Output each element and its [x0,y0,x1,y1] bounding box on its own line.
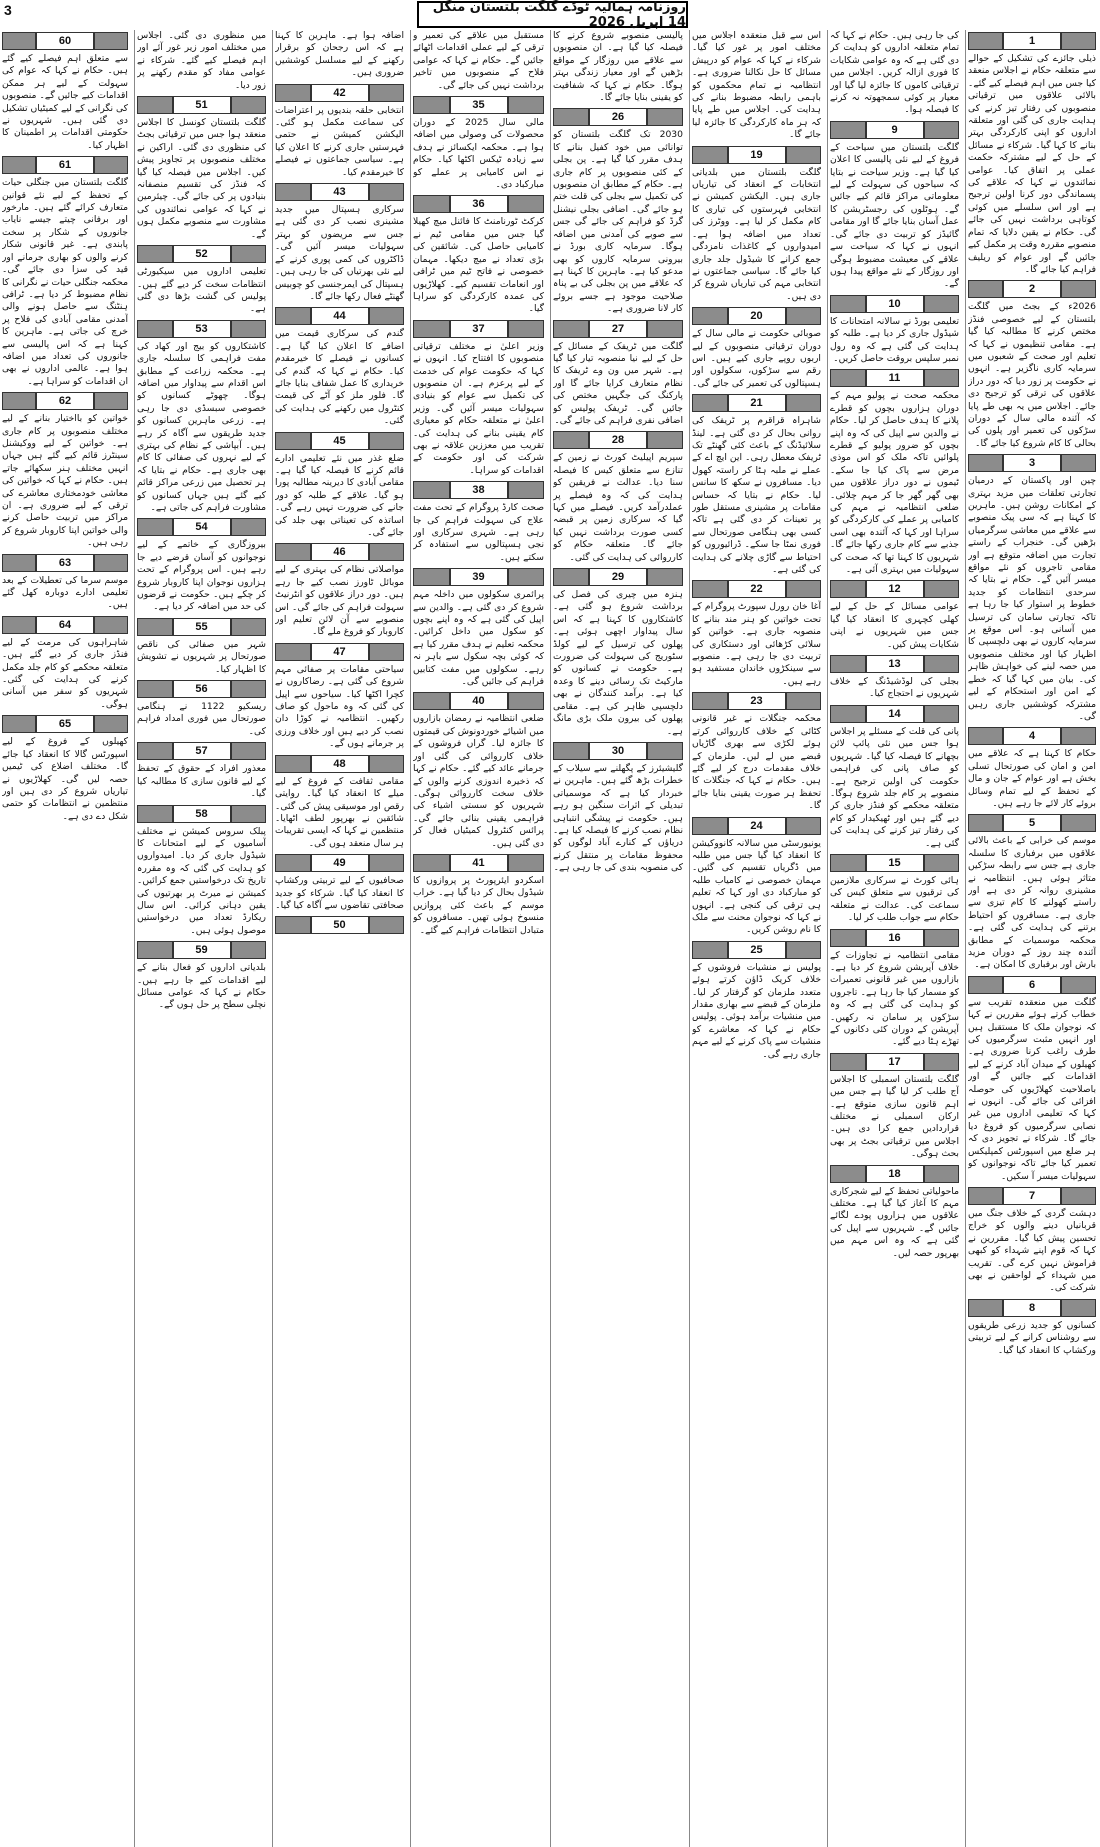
item-number-bar [413,96,544,114]
article-text: پالیسی منصوبے شروع کرنے کا فیصلہ کیا گیا ہے۔ ان منصوبوں سے علاقے میں روزگار کے مواقع بڑھیں گے اور معیار زندگی بہتر ہوگا۔ حکام نے کہا کہ شفافیت کو یقینی بنایا جائے گا۔ [553,30,683,104]
article-text: خواتین کو بااختیار بنانے کے لیے مختلف منصوبوں پر کام جاری ہے۔ خواتین کے لیے ووکیشنل سینٹرز قائم کیے گئے ہیں جہاں انہیں مختلف ہنر سکھائے جاتے ہیں۔ حکام نے کہا کہ خواتین کی معاشی خودمختاری معاشرے کی ترقی کے لیے ضروری ہے۔ ان مراکز میں تربیت حاصل کرنے والی خواتین اپنا کاروبار شروع کر رہی ہیں۔ [2,413,128,549]
item-number-bar [830,1165,959,1183]
column-rule [965,30,966,1847]
news-item [137,941,266,1012]
news-item [2,715,128,823]
news-item [830,1165,959,1260]
article-text: موسم سرما کی تعطیلات کے بعد تعلیمی ادارے دوبارہ کھل گئے ہیں۔ [2,574,128,611]
news-item [413,481,544,564]
item-number-bar [830,580,959,598]
item-number: 5 [1003,814,1061,832]
news-item [275,543,404,638]
article-text: 2030 تک گلگت بلتستان کو توانائی میں خود کفیل بنانے کا ہدف مقرر کیا گیا ہے۔ پن بجلی کے کئی منصوبوں پر کام جاری ہے۔ حکام کے مطابق ان منصوبوں کی تکمیل سے بجلی کی قلت ختم ہو جائے گی۔ اضافی بجلی نیشنل گرڈ کو فراہم کی جائے گی جس سے صوبے کی آمدنی میں اضافہ ہوگا۔ سرمایہ کاری بورڈ نے بیرونی سرمایہ کاروں کو بھی مدعو کیا ہے۔ ماہرین کا کہنا ہے کہ علاقے میں پن بجلی کی بے پناہ صلاحیت موجود ہے جسے بروئے کار لانا ضروری ہے۔ [553,129,683,315]
news-item [553,320,683,428]
item-number-bar [137,518,266,536]
article-text: کھیلوں کے فروغ کے لیے اسپورٹس گالا کا انعقاد کیا جائے گا۔ مختلف اضلاع کی ٹیمیں حصہ لیں گی۔ کھلاڑیوں نے تیاریاں شروع کر دی ہیں اور منتظمین نے انتظامات کو حتمی شکل دے دی ہے۔ [2,736,128,822]
news-item [413,320,544,477]
item-number: 2 [1003,280,1061,298]
article-text: بیروزگاری کے خاتمے کے لیے نوجوانوں کو آسان قرضے دیے جا رہے ہیں۔ اس پروگرام کے تحت ہزاروں نوجوان اپنا کاروبار شروع کر چکے ہیں۔ حکومت نے قرضوں کی حد میں اضافہ کر دیا ہے۔ [137,539,266,613]
column-5 [413,30,544,1847]
news-item [275,183,404,303]
item-number: 62 [36,392,94,410]
item-number-bar [137,680,266,698]
article-text: بلدیاتی اداروں کو فعال بنانے کے لیے اقدامات کیے جا رہے ہیں۔ حکام نے کہا کہ عوامی مسائل نچلی سطح پر حل ہوں گے۔ [137,962,266,1011]
item-number-bar [692,146,821,164]
article-text: ریسکیو 1122 نے ہنگامی صورتحال میں فوری امداد فراہم کی۔ [137,701,266,737]
item-number-bar [968,814,1096,832]
article-text: یونیورسٹی میں سالانہ کانووکیشن کا انعقاد کیا گیا جس میں طلبہ میں ڈگریاں تقسیم کی گئیں۔ مہمان خصوصی نے کامیاب طلبہ کو مبارکباد دی اور کہا کہ تعلیم ہی ترقی کی کنجی ہے۔ انہوں نے کہا کہ نوجوان محنت سے ملک کا نام روشن کریں۔ [692,837,821,936]
article-text: صحت کارڈ پروگرام کے تحت مفت علاج کی سہولت فراہم کی جا رہی ہے۔ شہری سرکاری اور نجی ہسپتالوں سے استفادہ کر سکتے ہیں۔ [413,502,544,563]
item-number-bar [968,280,1096,298]
item-number-bar [830,705,959,723]
item-number: 55 [173,618,231,636]
item-number: 64 [36,616,94,634]
item-number: 44 [311,307,369,325]
item-number-bar [413,692,544,710]
article-text: کرکٹ ٹورنامنٹ کا فائنل میچ کھیلا گیا جس میں مقامی ٹیم نے کامیابی حاصل کی۔ شائقین کی بڑی تعداد نے میچ دیکھا۔ مہمان خصوصی نے فاتح ٹیم میں ٹرافی اور انعامات تقسیم کیے۔ کھلاڑیوں کی عمدہ کارکردگی کو سراہا گیا۔ [413,216,544,315]
item-number-bar [2,715,128,733]
item-number: 16 [866,929,924,947]
news-item [830,854,959,925]
item-number-bar [830,854,959,872]
news-item [968,1187,1096,1295]
article-text: اس سے قبل منعقدہ اجلاس میں مختلف امور پر غور کیا گیا۔ شرکاء نے کہا کہ عوام کو درپیش مسائل کا حل نکالنا ضروری ہے۔ انتظامیہ نے تمام محکموں کو باہمی رابطہ مضبوط بنانے کی ہدایت کی۔ اجلاس میں طے پایا کہ ہر ماہ کارکردگی کا جائزہ لیا جائے گا۔ [692,30,821,141]
item-number: 61 [36,156,94,174]
item-number: 18 [866,1165,924,1183]
article-text: سرکاری ہسپتال میں جدید مشینری نصب کر دی گئی ہے جس سے مریضوں کو بہتر سہولیات میسر آئیں گی۔ ڈاکٹروں کی کمی پوری کرنے کے لیے نئی بھرتیاں کی جا رہی ہیں۔ ہسپتال کی ایمرجنسی کو چوبیس گھنٹے فعال رکھا جائے گا۔ [275,204,404,302]
news-item [413,692,544,849]
item-number-bar [137,618,266,636]
item-number: 39 [450,568,508,586]
item-number-bar [2,616,128,634]
item-number-bar [413,195,544,213]
item-number-bar [830,929,959,947]
item-number-bar [692,692,821,710]
news-item [275,755,404,850]
article-text: معذور افراد کے حقوق کے تحفظ کے لیے قانون سازی کا مطالبہ کیا گیا۔ [137,763,266,800]
item-number-bar [692,307,821,325]
item-number: 10 [866,295,924,313]
item-number: 4 [1003,727,1061,745]
news-item [413,30,544,92]
article-text: ضلعی انتظامیہ نے رمضان بازاروں میں اشیائے خوردونوش کی قیمتوں کا جائزہ لیا۔ گراں فروشوں کے خلاف کارروائی کی گئی اور جرمانے عائد کیے گئے۔ حکام نے کہا کہ ذخیرہ اندوزی کرنے والوں کے خلاف سخت کارروائی ہوگی۔ شہریوں کو سستی اشیاء کی فراہمی یقینی بنائی جائے گی۔ پرائس کنٹرول کمیٹیاں فعال کر دی گئی ہیں۔ [413,713,544,849]
item-number-bar [692,817,821,835]
news-item [692,941,821,1061]
item-number: 41 [450,854,508,872]
news-item [275,30,404,80]
news-item [553,742,683,875]
news-item [968,727,1096,810]
column-4 [553,30,683,1847]
news-item [137,96,266,241]
item-number-bar [830,1053,959,1071]
article-text: ہائی کورٹ نے سرکاری ملازمین کی ترقیوں سے متعلق کیس کی سماعت کی۔ عدالت نے متعلقہ حکام سے جواب طلب کر لیا۔ [830,874,959,924]
item-number: 9 [866,121,924,139]
article-text: 2026ء کے بجٹ میں گلگت بلتستان کے لیے خصوصی فنڈز مختص کرنے کا مطالبہ کیا گیا ہے۔ مقامی تنظیموں نے کہا کہ تعلیم اور صحت کے شعبوں میں سرمایہ کاری ناگزیر ہے۔ انہوں نے حکومت پر زور دیا کہ دور دراز علاقوں کی ترقی کو ترجیح دی جائے۔ اجلاس میں یہ بھی طے پایا کہ آئندہ مالی سال کے دوران سڑکوں کی تعمیر اور پلوں کی بحالی کا کام شروع کیا جائے گا۔ [968,301,1096,449]
news-item [968,32,1096,276]
item-number: 60 [36,32,94,50]
item-number-bar [137,805,266,823]
article-text: گندم کی سرکاری قیمت میں اضافے کا اعلان کیا گیا ہے۔ کسانوں نے فیصلے کا خیرمقدم کیا۔ حکام نے کہا کہ گندم کی خریداری کا عمل شفاف بنایا جائے گا۔ فلور ملز کو آٹے کی قیمت کنٹرول میں رکھنے کی ہدایت کی گئی۔ [275,328,404,427]
item-number-bar [137,742,266,760]
item-number: 15 [866,854,924,872]
news-item [830,580,959,651]
news-item [2,32,128,152]
item-number-bar [553,320,683,338]
item-number: 52 [173,245,231,263]
masthead-title: روزنامہ ہمالیہ ٹوڈے گلگت بلتستان منگل 14 اپریل 2026 [417,1,688,28]
article-text: مقامی ثقافت کے فروغ کے لیے میلے کا انعقاد کیا گیا۔ روایتی رقص اور موسیقی پیش کی گئی۔ شائقین نے بھرپور لطف اٹھایا۔ منتظمین نے کہا کہ ایسی تقریبات ہر سال منعقد ہوں گی۔ [275,775,404,849]
news-item [830,1053,959,1161]
news-item [2,156,128,388]
article-text: گلگت میں ٹریفک کے مسائل کے حل کے لیے نیا منصوبہ تیار کیا گیا ہے۔ شہر میں ون وے ٹریفک کا نظام متعارف کرایا جائے گا اور پارکنگ کی جگہیں مختص کی جائیں گی۔ ٹریفک پولیس کو اضافی نفری فراہم کی جائے گی۔ [553,340,683,426]
article-text: ماحولیاتی تحفظ کے لیے شجرکاری مہم کا آغاز کیا گیا ہے۔ مختلف علاقوں میں ہزاروں پودے لگائے جائیں گے۔ شہریوں سے اپیل کی گئی ہے کہ وہ اس مہم میں بھرپور حصہ لیں۔ [830,1185,959,1259]
news-item [553,108,683,315]
news-item [968,1299,1096,1357]
item-number-bar [968,1187,1096,1205]
news-item [275,307,404,427]
item-number: 36 [450,195,508,213]
item-number: 6 [1003,976,1061,994]
article-text: گلگت بلتستان میں جنگلی حیات کے تحفظ کے لیے نئے قوانین متعارف کرائے گئے ہیں۔ مارخور اور برفانی چیتے جیسے نایاب جانوروں کے شکار پر سخت پابندی ہے۔ غیر قانونی شکار کرنے والوں کو بھاری جرمانے اور قید کی سزا دی جائے گی۔ محکمہ جنگلی حیات نے نگرانی کا نظام مضبوط کر دیا ہے۔ ٹرافی ہنٹنگ سے حاصل ہونے والی آمدنی مقامی آبادی کی فلاح پر خرچ کی جاتی ہے۔ ماہرین کا کہنا ہے کہ اس پالیسی سے جانوروں کی تعداد میں اضافہ ہوا ہے۔ عالمی اداروں نے بھی ان اقدامات کو سراہا ہے۔ [2,177,128,387]
news-item [830,30,959,117]
article-text: دہشت گردی کے خلاف جنگ میں قربانیاں دینے والوں کو خراج تحسین پیش کیا گیا۔ مقررین نے کہا کہ قوم اپنے شہداء کو کبھی فراموش نہیں کرے گی۔ تقریب میں شہداء کے لواحقین نے بھی شرکت کی۔ [968,1207,1096,1294]
article-text: گلگت بلتستان کونسل کا اجلاس منعقد ہوا جس میں ترقیاتی بجٹ کی منظوری دی گئی۔ اراکین نے مختلف منصوبوں پر تجاویز پیش کیں۔ اجلاس میں فیصلہ کیا گیا کہ فنڈز کی تقسیم منصفانہ بنیادوں پر کی جائے گی۔ چیئرمین نے کہا کہ عوامی نمائندوں کی مشاورت سے منصوبے مکمل ہوں گے۔ [137,117,266,240]
news-item [830,655,959,701]
news-item [413,195,544,315]
item-number: 12 [866,580,924,598]
news-item [553,30,683,104]
news-item [692,817,821,937]
article-text: سیاحتی مقامات پر صفائی مہم شروع کی گئی ہے۔ رضاکاروں نے کچرا اکٹھا کیا۔ سیاحوں سے اپیل کی گئی کہ وہ ماحول کو صاف رکھیں۔ انتظامیہ نے کوڑا دان نصب کر دیے ہیں اور خلاف ورزی پر جرمانے ہوں گے۔ [275,663,404,750]
column-rule [272,30,273,1847]
article-text: چین اور پاکستان کے درمیان تجارتی تعلقات میں مزید بہتری کے امکانات روشن ہیں۔ ماہرین کا کہنا ہے کہ سی پیک منصوبے سے علاقے میں معاشی سرگرمیاں بڑھیں گی۔ خنجراب کے راستے تجارت میں اضافہ متوقع ہے اور مقامی تاجروں کو نئے مواقع میسر آئیں گے۔ حکام نے بتایا کہ سرحدی انتظامات کو جدید خطوط پر استوار کیا جا رہا ہے تاکہ تجارتی سامان کی ترسیل میں آسانی ہو۔ اس موقع پر سرمایہ کاروں نے بھی دلچسپی کا اظہار کیا اور مختلف منصوبوں میں حصہ لینے کی خواہش ظاہر کی۔ بیان میں کہا گیا کہ خطے کے امن اور استحکام کے لیے مشترکہ کوششیں جاری رہیں گی۔ [968,475,1096,722]
item-number-bar [275,84,404,102]
item-number: 8 [1003,1299,1061,1317]
item-number: 27 [589,320,647,338]
article-text: شہر میں صفائی کی ناقص صورتحال پر شہریوں نے تشویش کا اظہار کیا۔ [137,638,266,675]
item-number-bar [968,727,1096,745]
item-number: 42 [311,84,369,102]
article-text: وزیر اعلیٰ نے مختلف ترقیاتی منصوبوں کا افتتاح کیا۔ انہوں نے کہا کہ حکومت عوام کی خدمت کے لیے پرعزم ہے۔ ان منصوبوں کی تکمیل سے عوام کو بنیادی سہولیات میسر آئیں گی۔ وزیر اعلیٰ نے متعلقہ حکام کو معیاری کام یقینی بنانے کی ہدایت کی۔ تقریب میں معززین علاقہ نے بھی شرکت کی اور حکومت کے اقدامات کو سراہا۔ [413,340,544,476]
column-rule [134,30,135,1847]
article-text: ضلع غذر میں نئے تعلیمی ادارے قائم کرنے کا فیصلہ کیا گیا ہے۔ مقامی آبادی کا دیرینہ مطالبہ پورا ہو گیا۔ علاقے کے طلبہ کو دور جانے کی ضرورت نہیں رہے گی۔ اساتذہ کی تعیناتی بھی جلد کی جائے گی۔ [275,452,404,538]
article-text: گلگت بلتستان میں بلدیاتی انتخابات کے انعقاد کی تیاریاں جاری ہیں۔ الیکشن کمیشن نے انتخابی فہرستوں کی تیاری کا کام مکمل کر لیا ہے۔ ووٹرز کی تعداد میں اضافہ ہوا ہے۔ امیدواروں کے کاغذات نامزدگی جمع کرانے کا شیڈول جلد جاری کیا جائے گا۔ سیاسی جماعتوں نے انتخابی مہم کی تیاریاں شروع کر دی ہیں۔ [692,166,821,302]
item-number: 17 [866,1053,924,1071]
item-number-bar [968,976,1096,994]
item-number: 1 [1003,32,1061,50]
news-item [275,432,404,540]
item-number-bar [830,369,959,387]
news-item [275,854,404,912]
item-number: 23 [728,692,786,710]
item-number-bar [275,755,404,773]
article-text: صوبائی حکومت نے مالی سال کے دوران ترقیاتی منصوبوں کے لیے اربوں روپے جاری کیے ہیں۔ اس رقم سے سڑکوں، سکولوں اور ہسپتالوں کی تعمیر کی جائے گی۔ [692,328,821,389]
item-number: 30 [589,742,647,760]
item-number-bar [2,156,128,174]
article-text: میں منظوری دی گئی۔ اجلاس میں مختلف امور زیر غور آئے اور اہم فیصلے کیے گئے۔ شرکاء نے عوامی مفاد کو مقدم رکھنے پر زور دیا۔ [137,30,266,91]
news-item [553,431,683,564]
column-1 [968,30,1096,1847]
article-text: حکام کا کہنا ہے کہ علاقے میں امن و امان کی صورتحال تسلی بخش ہے اور عوام کے جان و مال کے تحفظ کے لیے تمام وسائل بروئے کار لائے جا رہے ہیں۔ [968,748,1096,809]
article-text: کی جا رہی ہیں۔ حکام نے کہا کہ تمام متعلقہ اداروں کو ہدایت کر دی گئی ہے کہ وہ عوامی شکایات کا فوری ازالہ کریں۔ اجلاس میں ترقیاتی کاموں کا جائزہ لیا گیا اور معیار پر کوئی سمجھوتہ نہ کرنے کا فیصلہ ہوا۔ [830,30,959,116]
article-text: گلگت بلتستان میں سیاحت کے فروغ کے لیے نئی پالیسی کا اعلان کیا گیا ہے۔ وزیر سیاحت نے بتایا کہ سیاحوں کی سہولت کے لیے معلوماتی مراکز قائم کیے جائیں گے۔ ہوٹلوں کی رجسٹریشن کا عمل آسان بنایا جائے گا اور مقامی گائیڈز کو تربیت دی جائے گی۔ انہوں نے کہا کہ سیاحت سے علاقے کی معیشت مضبوط ہوگی اور روزگار کے نئے مواقع پیدا ہوں گے۔ [830,141,959,290]
article-text: صحافیوں کے لیے تربیتی ورکشاپ کا انعقاد کیا گیا۔ شرکاء کو جدید صحافتی تقاضوں سے آگاہ کیا گیا۔ [275,875,404,911]
item-number-bar [553,108,683,126]
news-item [692,580,821,688]
item-number: 7 [1003,1187,1061,1205]
article-text: پرائمری سکولوں میں داخلہ مہم شروع کر دی گئی ہے۔ والدین سے اپیل کی گئی ہے کہ وہ اپنے بچوں کو سکول میں داخل کرائیں۔ محکمہ تعلیم نے ہدف مقرر کیا ہے کہ کوئی بچہ سکول سے باہر نہ رہے۔ سکولوں میں مفت کتابیں فراہم کی جائیں گی۔ [413,589,544,688]
item-number-bar [692,580,821,598]
item-number-bar [968,32,1096,50]
item-number: 49 [311,854,369,872]
item-number: 14 [866,705,924,723]
article-text: اضافہ ہوا ہے۔ ماہرین کا کہنا ہے کہ اس رجحان کو برقرار رکھنے کے لیے مسلسل کوششیں ضروری ہیں۔ [275,30,404,79]
item-number: 13 [866,655,924,673]
article-text: محکمہ صحت نے پولیو مہم کے دوران ہزاروں بچوں کو قطرے پلانے کا ہدف حاصل کر لیا۔ حکام نے والدین سے اپیل کی کہ وہ اپنے بچوں کو ضرور پولیو کے قطرے پلوائیں تاکہ ملک کو اس موذی مرض سے پاک کیا جا سکے۔ ٹیموں نے دور دراز علاقوں میں بھی گھر گھر جا کر مہم چلائی۔ ضلعی انتظامیہ نے مہم کی کامیابی پر عملے کی کارکردگی کو سراہا اور کہا کہ آئندہ بھی اسی جذبے سے کام جاری رکھا جائے گا۔ شہریوں کا کہنا تھا کہ صحت کی سہولیات میں بہتری آئی ہے۔ [830,390,959,576]
item-number-bar [275,183,404,201]
item-number: 20 [728,307,786,325]
news-item [968,280,1096,450]
news-item [830,705,959,850]
article-text: سے متعلق اہم فیصلے کیے گئے ہیں۔ حکام نے کہا کہ عوام کی سہولت کے لیے ہر ممکن اقدامات کیے جائیں گے۔ منصوبوں کی نگرانی کے لیے کمیٹیاں تشکیل دی گئی ہیں۔ شہریوں نے حکومتی اقدامات پر اطمینان کا اظہار کیا۔ [2,53,128,151]
item-number: 38 [450,481,508,499]
item-number: 29 [589,568,647,586]
item-number-bar [692,941,821,959]
item-number-bar [137,96,266,114]
article-text: پبلک سروس کمیشن نے مختلف آسامیوں کے لیے امتحانات کا شیڈول جاری کر دیا۔ امیدواروں کو ہدایت کی گئی کہ وہ مقررہ تاریخ تک درخواستیں جمع کرائیں۔ کمیشن نے میرٹ پر بھرتیوں کی یقین دہانی کرائی۔ اس سال ریکارڈ تعداد میں درخواستیں موصول ہوئی ہیں۔ [137,825,266,936]
item-number-bar [692,394,821,412]
item-number: 56 [173,680,231,698]
column-2 [830,30,959,1847]
item-number-bar [275,307,404,325]
news-item [413,854,544,937]
item-number: 26 [589,108,647,126]
item-number-bar [553,568,683,586]
news-item [137,320,266,515]
item-number: 3 [1003,454,1061,472]
news-item [830,929,959,1049]
article-text: سپریم اپیلیٹ کورٹ نے زمین کے تنازع سے متعلق کیس کا فیصلہ سنا دیا۔ عدالت نے فریقین کو ہدایت کی کہ وہ فیصلے پر عملدرآمد کریں۔ فیصلے میں کہا گیا کہ سرکاری زمین پر قبضہ کسی صورت برداشت نہیں کیا جائے گا۔ متعلقہ حکام کو کارروائی کی ہدایت کی گئی۔ [553,452,683,563]
item-number: 54 [173,518,231,536]
news-item [968,976,1096,1183]
article-text: ذیلی جائزے کی تشکیل کے حوالے سے متعلقہ حکام نے اجلاس منعقد کیا جس میں اہم فیصلے کیے گئے۔ بالائی علاقوں میں ترقیاتی منصوبوں کی رفتار تیز کرنے کی ہدایت جاری کی گئی اور متعلقہ اداروں کو اپنی کارکردگی بہتر بنانے کا کہا گیا۔ شرکاء نے مسائل کے حل کے لیے مشترکہ حکمت عملی پر اتفاق کیا۔ عوامی نمائندوں نے کہا کہ علاقے کی پسماندگی دور کرنا اولین ترجیح ہے اور اس سلسلے میں کوئی کوتاہی برداشت نہیں کی جائے گی۔ حکام نے یقین دلایا کہ تمام منصوبے مقررہ وقت پر مکمل کیے جائیں گے اور عوام کو ریلیف فراہم کیا جائے گا۔ [968,53,1096,275]
news-item [275,84,404,179]
item-number-bar [413,568,544,586]
item-number: 53 [173,320,231,338]
article-text: اسکردو ایئرپورٹ پر پروازوں کا شیڈول بحال کر دیا گیا ہے۔ خراب موسم کے باعث کئی پروازیں منسوخ ہوئی تھیں۔ مسافروں کو متبادل انتظامات فراہم کیے گئے۔ [413,874,544,936]
item-number-bar [137,245,266,263]
article-text: تعلیمی بورڈ نے سالانہ امتحانات کا شیڈول جاری کر دیا ہے۔ طلبہ کو ہدایت کی گئی ہے کہ وہ رول نمبر سلپس بروقت حاصل کریں۔ [830,315,959,364]
article-text: کسانوں کو جدید زرعی طریقوں سے روشناس کرانے کے لیے تربیتی ورکشاپ کا انعقاد کیا گیا۔ [968,1319,1096,1356]
article-text: انتخابی حلقہ بندیوں پر اعتراضات کی سماعت مکمل ہو گئی۔ الیکشن کمیشن نے حتمی فہرستیں جاری کرنے کا اعلان کیا ہے۔ سیاسی جماعتوں نے فیصلے کا خیرمقدم کیا۔ [275,104,404,178]
item-number-bar [553,742,683,760]
article-text: مستقبل میں علاقے کی تعمیر و ترقی کے لیے عملی اقدامات اٹھائے جائیں گے۔ حکام نے کہا کہ عوامی فلاح کے منصوبوں میں تاخیر برداشت نہیں کی جائے گی۔ [413,30,544,91]
article-text: گلیشیئرز کے پگھلنے سے سیلاب کے خطرات بڑھ گئے ہیں۔ ماہرین نے خبردار کیا ہے کہ موسمیاتی تبدیلی کے اثرات سنگین ہو رہے ہیں۔ حکومت نے پیشگی انتباہی نظام نصب کرنے کا فیصلہ کیا ہے۔ دریاؤں کے کنارے آباد لوگوں کو محفوظ مقامات پر منتقل کرنے کی منصوبہ بندی کی جا رہی ہے۔ [553,762,683,874]
item-number-bar [275,643,404,661]
item-number-bar [553,431,683,449]
news-item [692,307,821,390]
item-number: 46 [311,543,369,561]
item-number-bar [275,543,404,561]
column-rule [410,30,411,1847]
item-number: 43 [311,183,369,201]
column-7 [137,30,266,1847]
column-rule [550,30,551,1847]
item-number: 19 [728,146,786,164]
news-item [692,394,821,576]
article-text: گلگت میں منعقدہ تقریب سے خطاب کرتے ہوئے مقررین نے کہا کہ نوجوان ملک کا مستقبل ہیں اور انہیں مثبت سرگرمیوں کی طرف راغب کرنا ضروری ہے۔ کھیلوں کے میدان آباد کرنے کے لیے اقدامات کیے جائیں گے اور باصلاحیت کھلاڑیوں کی حوصلہ افزائی کی جائے گی۔ انہوں نے کہا کہ تعلیمی اداروں میں غیر نصابی سرگرمیوں کو فروغ دیا جائے گا۔ شرکاء نے تجویز دی کہ ہر ضلع میں اسپورٹس کمپلیکس تعمیر کیا جائے تاکہ نوجوانوں کو سہولیات میسر آ سکیں۔ [968,996,1096,1182]
article-text: آغا خان رورل سپورٹ پروگرام کے تحت خواتین کو ہنر مند بنانے کا منصوبہ جاری ہے۔ خواتین کو سلائی کڑھائی اور دستکاری کی تربیت دی جا رہی ہے۔ منصوبے سے سینکڑوں خاندان مستفید ہو رہے ہیں۔ [692,601,821,687]
item-number: 21 [728,394,786,412]
news-item [2,616,128,711]
article-text: کاشتکاروں کو بیج اور کھاد کی مفت فراہمی کا سلسلہ جاری ہے۔ محکمہ زراعت کے مطابق اس اقدام سے پیداوار میں اضافہ ہوگا۔ چھوٹے کسانوں کو خصوصی سبسڈی دی جا رہی ہے۔ زرعی ماہرین کسانوں کو جدید طریقوں سے آگاہ کر رہے ہیں۔ آبپاشی کے نظام کی بہتری کے لیے نہروں کی صفائی کا کام بھی جاری ہے۔ حکام نے بتایا کہ ہر تحصیل میں زرعی مراکز قائم کیے گئے ہیں جہاں کسانوں کو مشاورت فراہم کی جاتی ہے۔ [137,340,266,513]
item-number: 59 [173,941,231,959]
item-number: 65 [36,715,94,733]
news-item [830,369,959,576]
item-number-bar [275,854,404,872]
item-number: 63 [36,554,94,572]
item-number-bar [830,295,959,313]
article-text: عوامی مسائل کے حل کے لیے کھلی کچہری کا انعقاد کیا گیا جس میں شہریوں نے اپنی شکایات پیش کیں۔ [830,601,959,650]
news-item [137,618,266,676]
item-number-bar [2,554,128,572]
column-rule [689,30,690,1847]
news-item [692,692,821,812]
item-number-bar [413,320,544,338]
news-item [830,121,959,291]
news-item [137,805,266,938]
news-item [275,916,404,934]
article-text: مواصلاتی نظام کی بہتری کے لیے موبائل ٹاورز نصب کیے جا رہے ہیں۔ دور دراز علاقوں کو انٹرنیٹ سہولت فراہم کی جائے گی۔ اس منصوبے سے آن لائن تعلیم اور کاروبار کو فروغ ملے گا۔ [275,564,404,638]
item-number-bar [968,454,1096,472]
item-number: 50 [311,916,369,934]
item-number-bar [830,655,959,673]
article-text: ہنزہ میں چیری کی فصل کی برداشت شروع ہو گئی ہے۔ کاشتکاروں کا کہنا ہے کہ اس سال پیداوار اچھی ہوئی ہے۔ پھلوں کی ترسیل کے لیے کولڈ سٹوریج کی سہولت کی ضرورت ہے۔ حکومت نے کسانوں کو مارکیٹ تک رسائی دینے کا وعدہ کیا ہے۔ برآمد کنندگان نے بھی دلچسپی ظاہر کی ہے۔ مقامی پھلوں کی بیرون ملک بڑی مانگ ہے۔ [553,589,683,737]
item-number: 51 [173,96,231,114]
item-number-bar [2,392,128,410]
news-item [137,742,266,800]
article-text: مقامی انتظامیہ نے تجاوزات کے خلاف آپریشن شروع کر دیا ہے۔ بازاروں میں غیر قانونی تعمیرات کو مسمار کیا جا رہا ہے۔ تاجروں کو ہدایت کی گئی ہے کہ وہ سڑکوں پر سامان نہ رکھیں۔ آپریشن کے دوران کئی دکانوں کے تھڑے ہٹا دیے گئے۔ [830,949,959,1048]
news-item [692,146,821,303]
news-item [413,96,544,191]
item-number: 22 [728,580,786,598]
item-number-bar [413,481,544,499]
article-text: پولیس نے منشیات فروشوں کے خلاف کریک ڈاؤن کرتے ہوئے متعدد ملزمان کو گرفتار کر لیا۔ ملزمان کے قبضے سے بھاری مقدار میں منشیات برآمد ہوئی۔ پولیس حکام نے کہا کہ معاشرے کو منشیات سے پاک کرنے کے لیے مہم جاری رہے گی۔ [692,961,821,1060]
item-number: 28 [589,431,647,449]
column-6 [275,30,404,1847]
item-number-bar [413,854,544,872]
item-number: 35 [450,96,508,114]
article-text: مالی سال 2025 کے دوران محصولات کی وصولی میں اضافہ ہوا ہے۔ محکمہ ایکسائز نے ہدف سے زیادہ ٹیکس اکٹھا کیا۔ حکام نے اس کامیابی پر عملے کو مبارکباد دی۔ [413,117,544,191]
column-rule [827,30,828,1847]
news-item [968,814,1096,971]
news-item [137,518,266,613]
article-text: پانی کی قلت کے مسئلے پر اجلاس ہوا جس میں نئی پائپ لائن بچھانے کا فیصلہ کیا گیا۔ شہریوں کو صاف پانی کی فراہمی حکومت کی اولین ترجیح ہے۔ منصوبے پر کام جلد شروع ہوگا۔ متعلقہ محکمے کو فنڈز جاری کر دیے گئے ہیں اور ٹھیکیدار کو کام کی رفتار تیز کرنے کی ہدایت کی گئی ہے۔ [830,725,959,849]
news-item [2,392,128,549]
news-item [2,554,128,612]
item-number-bar [275,916,404,934]
news-item [968,454,1096,723]
item-number: 57 [173,742,231,760]
article-text: محکمہ جنگلات نے غیر قانونی کٹائی کے خلاف کارروائی کرتے ہوئے لکڑی سے بھری گاڑیاں قبضے میں لے لیں۔ ملزمان کے خلاف مقدمات درج کر لیے گئے ہیں۔ حکام نے کہا کہ جنگلات کا تحفظ ہر صورت یقینی بنایا جائے گا۔ [692,713,821,812]
article-text: شاہراہوں کی مرمت کے لیے فنڈز جاری کر دیے گئے ہیں۔ متعلقہ محکمے کو کام جلد مکمل کرنے کی ہدایت کی گئی۔ شہریوں کو سفر میں آسانی ہوگی۔ [2,636,128,710]
news-item [830,295,959,366]
item-number: 25 [728,941,786,959]
article-text: شاہراہ قراقرم پر ٹریفک کی روانی بحال کر دی گئی ہے۔ لینڈ سلائیڈنگ کے باعث کئی گھنٹے تک ٹریفک معطل رہی۔ این ایچ اے کے عملے نے ملبہ ہٹا کر راستہ کھول دیا۔ مسافروں نے سکھ کا سانس لیا۔ حکام نے بتایا کہ حساس مقامات پر مشینری مستقل طور پر تعینات کر دی گئی ہے تاکہ کسی بھی ہنگامی صورتحال سے فوری نمٹا جا سکے۔ ڈرائیوروں کو احتیاط سے گاڑی چلانے کی ہدایت کی گئی ہے۔ [692,415,821,576]
item-number: 37 [450,320,508,338]
item-number: 47 [311,643,369,661]
item-number: 58 [173,805,231,823]
item-number-bar [137,941,266,959]
item-number-bar [275,432,404,450]
item-number-bar [2,32,128,50]
news-item [137,245,266,316]
item-number-bar [830,121,959,139]
item-number: 11 [866,369,924,387]
article-text: گلگت بلتستان اسمبلی کا اجلاس آج طلب کر لیا گیا ہے جس میں اہم قانون سازی متوقع ہے۔ ارکان اسمبلی نے مختلف قراردادیں جمع کرا دی ہیں۔ اجلاس میں ترقیاتی بجٹ پر بھی بحث ہوگی۔ [830,1073,959,1160]
news-item [137,680,266,738]
page-number: 3 [4,2,12,18]
news-item [692,30,821,142]
news-item [275,643,404,751]
item-number: 40 [450,692,508,710]
article-text: بجلی کی لوڈشیڈنگ کے خلاف شہریوں نے احتجاج کیا۔ [830,676,959,700]
item-number: 45 [311,432,369,450]
column-3 [692,30,821,1847]
column-8 [2,30,128,1847]
article-text: موسم کی خرابی کے باعث بالائی علاقوں میں برفباری کا سلسلہ جاری ہے جس سے رابطہ سڑکیں متاثر ہوئی ہیں۔ انتظامیہ نے مشینری روانہ کر دی ہے اور راستے کھولنے کا کام تیزی سے جاری ہے۔ مسافروں کو احتیاط برتنے کی ہدایت کی گئی ہے۔ محکمہ موسمیات کے مطابق آئندہ چند روز کے دوران مزید بارش اور برفباری کا امکان ہے۔ [968,835,1096,971]
article-text: تعلیمی اداروں میں سیکیورٹی انتظامات سخت کر دیے گئے ہیں۔ پولیس کی گشت بڑھا دی گئی ہے۔ [137,266,266,315]
news-item [137,30,266,92]
item-number: 24 [728,817,786,835]
news-item [413,568,544,688]
item-number-bar [968,1299,1096,1317]
news-item [553,568,683,738]
item-number-bar [137,320,266,338]
item-number: 48 [311,755,369,773]
